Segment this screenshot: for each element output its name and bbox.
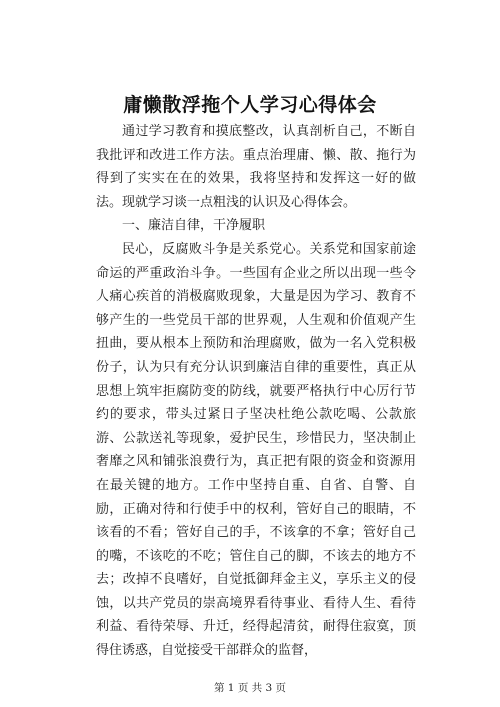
page-footer: 第 1 页 共 3 页 <box>213 682 287 694</box>
document-body <box>96 120 416 663</box>
section-paragraph: 民心，反腐败斗争是关系党心。关系党和国家前途命运的严重政治斗争。一些国有企业之所以出现一些令人痛心疾首的消极腐败现象，大量是因为学习、教育不够产生的一些党员干部的世界观，人生观和价值观产生扭曲，要从根本上预防和治理腐败，做为一名入党积极份子，认为只有充分认识到廉洁自律的重要性，真正从思想上筑牢拒腐防变的防线，就要严格执行中心厉行节约的要求，带头过紧日子坚决杜绝公款吃喝、公款旅游、公款送礼等现象，爱护民生，珍惜民力，坚决制止奢靡之风和铺张浪费行为，真正把有限的资金和资源用在最关键的地方。工作中坚持自重、自省、自警、自励，正确对待和行使手中的权利，管好自己的眼睛，不该看的不看；管好自己的手，不该拿的不拿；管好自己的嘴，不该吃的不吃；管住自己的脚，不该去的地方不去；改掉不良嗜好，自觉抵御拜金主义，享乐主义的侵蚀，以共产党员的崇高境界看待事业、看待人生、看待利益、看待荣辱、升迁，经得起清贫，耐得住寂寞，顶得住诱惑，自觉接受干部群众的监督， <box>96 241 416 659</box>
intro-paragraph: 通过学习教育和摸底整改，认真剖析自己，不断自我批评和改进工作方法。重点治理庸、懒、散、拖行为得到了实实在在的效果，我将坚持和发挥这一好的做法。现就学习谈一点粗浅的认识及心得体会。 <box>96 124 416 210</box>
document-title: 庸懒散浮拖个人学习心得体会 <box>123 94 377 116</box>
section-heading: 一、廉洁自律，干净履职 <box>122 218 266 234</box>
